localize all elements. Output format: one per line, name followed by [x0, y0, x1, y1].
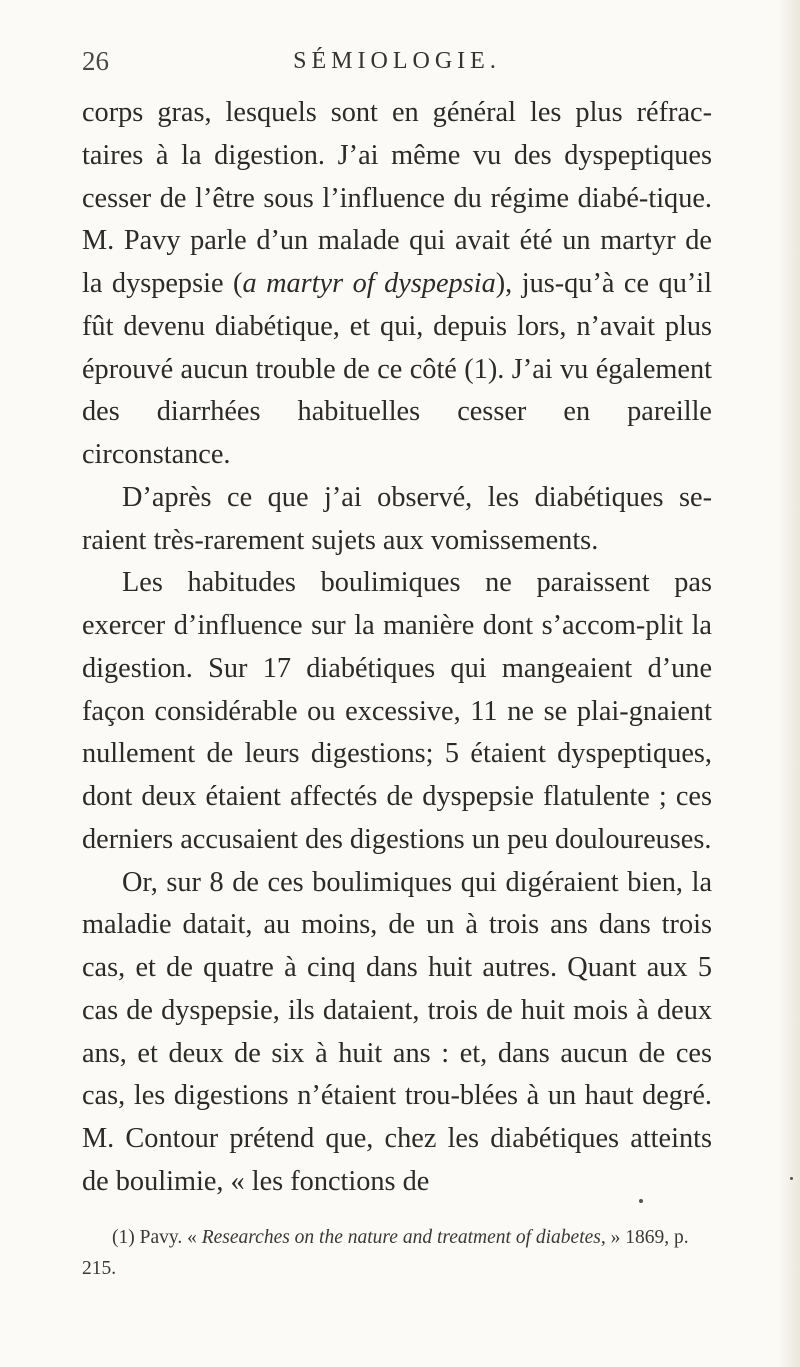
footnote [82, 1222, 712, 1284]
footnote-text: (1) Pavy. « [112, 1227, 202, 1248]
text-run: ), jus-qu’à ce qu’il fût devenu diabétique, et qui, depuis lors, n’avait plus éprouvé aucun trouble de ce côté (1). J’ai vu également des diarrhées habituelles cesser en pareille circonstance. [82, 268, 712, 470]
footnote-text: , » 1869, p. 215. [82, 1227, 689, 1279]
page-number: 26 [82, 46, 109, 76]
text-run: corps gras, lesquels sont en général les plus réfrac-taires à la digestion. J’ai même vu des dyspeptiques cesser de l’être sous l’influence du régime diabé-tique. M. Pavy parle d’un malade qui avait été un martyr de la dyspepsie ( [82, 97, 712, 299]
text-run: D’après ce que j’ai observé, les diabétiques se-raient très-rarement sujets aux vomissements. [82, 481, 712, 556]
italic-run: a martyr of dyspepsia [242, 268, 496, 299]
text-run: Les habitudes boulimiques ne paraissent pas exercer d’influence sur la manière dont s’accom-plit la digestion. Sur 17 diabétiques qui mangeaient d’une façon considérable ou excessive, 11 ne se plai-gnaient nullement de leurs digestions; 5 étaient dyspeptiques, dont deux étaient affectés de dyspepsie flatulente ; ces derniers accusaient des digestions un peu douloureuses. [82, 567, 712, 855]
ink-speck [790, 1177, 793, 1180]
text-run: Or, sur 8 de ces boulimiques qui digéraient bien, la maladie datait, au moins, de un à trois ans dans trois cas, et de quatre à cinq dans huit autres. Quant aux 5 cas de dyspepsie, ils dataient, trois de huit mois à deux ans, et deux de six à huit ans : et, dans aucun de ces cas, les digestions n’étaient trou-blées à un haut degré. M. Contour prétend que, chez les diabétiques atteints de boulimie, « les fonctions de [82, 866, 712, 1197]
ink-speck [639, 1199, 643, 1203]
paragraph [82, 477, 712, 563]
body-text [82, 92, 712, 1204]
paragraph [82, 862, 712, 1204]
page-edge-shadow [778, 0, 800, 1367]
page-header [82, 46, 712, 86]
paragraph [82, 562, 712, 861]
running-head: SÉMIOLOGIE. [293, 48, 501, 74]
footnote-title: Researches on the nature and treatment of diabetes [201, 1227, 601, 1248]
paragraph [82, 92, 712, 477]
